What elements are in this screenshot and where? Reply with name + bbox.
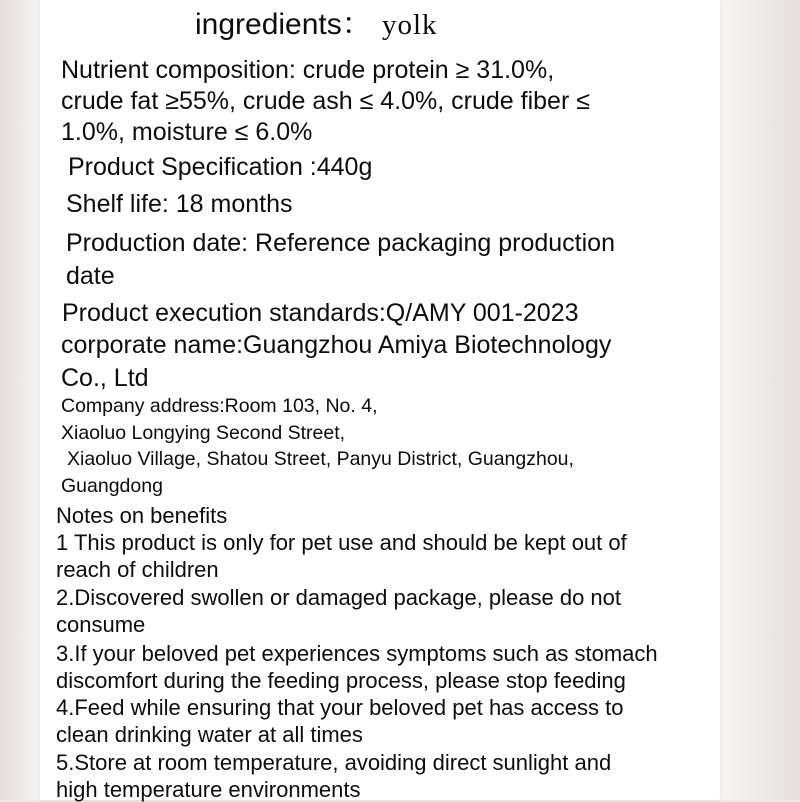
corporate-name-line-1: corporate name:Guangzhou Amiya Biotechnology [61, 331, 612, 359]
execution-standards: Product execution standards:Q/AMY 001-2023 [62, 299, 579, 327]
notes-line-4: consume [56, 612, 146, 637]
nutrient-line-3: 1.0%, moisture ≤ 6.0% [61, 118, 313, 146]
photo-border-left [0, 0, 40, 800]
ingredients-value: yolk [382, 9, 438, 41]
notes-line-5: 3.If your beloved pet experiences symptoms such as stomach [56, 641, 658, 666]
notes-line-9: 5.Store at room temperature, avoiding direct sunlight and [56, 750, 612, 775]
notes-line-7: 4.Feed while ensuring that your beloved pet has access to [56, 695, 624, 720]
address-line-3: Xiaoluo Village, Shatou Street, Panyu District, Guangzhou, [67, 448, 574, 470]
notes-heading: Notes on benefits [56, 503, 228, 528]
address-line-4: Guangdong [61, 475, 163, 497]
nutrient-line-2: crude fat ≥55%, crude ash ≤ 4.0%, crude fiber ≤ [61, 87, 590, 115]
notes-line-3: 2.Discovered swollen or damaged package, please do not [56, 585, 622, 610]
address-line-2: Xiaoluo Longying Second Street, [61, 422, 346, 444]
corporate-name-line-2: Co., Ltd [61, 364, 149, 392]
photo-border-right [720, 0, 800, 800]
address-line-1: Company address:Room 103, No. 4, [61, 395, 378, 417]
notes-line-6: discomfort during the feeding process, please stop feeding [56, 668, 626, 693]
notes-line-2: reach of children [56, 557, 219, 582]
product-specification: Product Specification :440g [68, 153, 373, 181]
notes-line-8: clean drinking water at all times [56, 722, 363, 747]
notes-line-1: 1 This product is only for pet use and should be kept out of [56, 530, 627, 555]
nutrient-line-1: Nutrient composition: crude protein ≥ 31.0%, [61, 56, 555, 84]
production-date-line-2: date [66, 262, 115, 290]
notes-line-10: high temperature environments [56, 777, 361, 802]
product-label [40, 0, 720, 800]
ingredients-label: ingredients： [195, 8, 372, 41]
shelf-life: Shelf life: 18 months [66, 190, 293, 218]
production-date-line-1: Production date: Reference packaging production [66, 229, 615, 257]
